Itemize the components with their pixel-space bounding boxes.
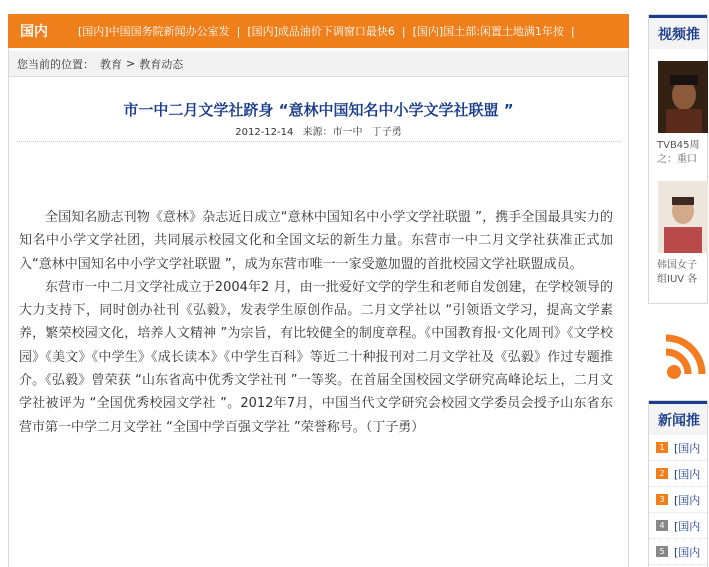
- title-divider: [17, 141, 620, 142]
- separator: |: [570, 24, 575, 38]
- rank-badge: 1: [656, 442, 668, 453]
- news-link[interactable]: [国内: [674, 441, 701, 455]
- category-label: 国内: [20, 24, 48, 40]
- top-news-link[interactable]: [国内]国土部:闲置土地满1年按: [412, 25, 564, 38]
- rss-icon-graphic: [656, 326, 708, 386]
- video-panel-title: 视频推: [649, 15, 707, 49]
- article-body: [19, 206, 613, 439]
- right-sidebar: [648, 14, 708, 567]
- video-caption[interactable]: TVB45周: [657, 140, 700, 151]
- breadcrumb-item-education-news[interactable]: 教育动态: [139, 57, 184, 71]
- rank-badge: 5: [656, 546, 668, 557]
- article-date: 2012-12-14: [235, 127, 294, 138]
- main-panel: [8, 14, 629, 567]
- news-link[interactable]: [国内: [674, 519, 701, 533]
- article-source: 来源：市一中: [302, 127, 363, 138]
- video-panel: [648, 14, 708, 304]
- article-paragraph: 东营市一中二月文学社成立于2004年2 月，由一批爱好文学的学生和老师自发创建，在学校领导的大力支持下，同时创办社刊《弘毅》，发表学生原创作品。二月文学社以 “引领语文学习，提高文学素养，繁荣校园文化，培养人文精神 ”为宗旨，有比较健全的制度章程。《中国教育报·文化周刊》《文学校园》《美文》《中学生》《成长读本》《中学生百科》等近二十种报刊对二月文学社及《弘毅》作过专题推介。《弘毅》曾荣获 “山东省高中优秀文学社刊 ”一等奖。在首届全国校园文学研究高峰论坛上，二月文学社被评为 “全国优秀校园文学社 ”。2012年7月，中国当代文学研究会校园文学委员会授予山东省东营市第一中学二月文学社 “全国中学百强文学社 ”荣誉称号。（丁子勇）: [19, 279, 613, 435]
- news-panel: [648, 400, 708, 567]
- article-paragraph: 全国知名励志刊物《意林》杂志近日成立“意林中国知名中小学文学社联盟 ”，携手全国最具实力的知名中小学文学社团，共同展示校园文化和全国文坛的新生力量。东营市一中二月文学社获准正式加入“意林中国知名中小学文学社联盟 ”，成为东营市唯一一家受邀加盟的首批校园文学社联盟成员。: [19, 210, 613, 272]
- article-title: 市一中二月文学社跻身 “意林中国知名中小学文学社联盟 ”: [123, 101, 514, 119]
- video-caption[interactable]: 之：重口: [657, 154, 697, 165]
- video-thumbnail[interactable]: [658, 61, 708, 133]
- top-news-link[interactable]: [国内]中国国务院新闻办公室发: [78, 25, 230, 38]
- top-news-list: [78, 23, 582, 39]
- news-link[interactable]: [国内: [674, 493, 701, 507]
- news-link[interactable]: [国内: [674, 545, 701, 559]
- article-author: 丁子勇: [371, 127, 402, 138]
- news-panel-title: 新闻推: [649, 401, 707, 435]
- list-item[interactable]: [649, 435, 707, 461]
- video-caption[interactable]: 组IUV 各: [657, 274, 698, 285]
- video-thumbnail[interactable]: [658, 181, 708, 253]
- article-meta: [9, 123, 628, 138]
- news-link[interactable]: [国内: [674, 467, 701, 481]
- breadcrumb: [9, 51, 628, 77]
- list-item[interactable]: [649, 461, 707, 487]
- top-news-bar: [8, 14, 629, 48]
- video-caption[interactable]: 韩国女子: [657, 260, 697, 271]
- list-item[interactable]: [649, 487, 707, 513]
- breadcrumb-item-education[interactable]: 教育: [100, 57, 122, 71]
- news-list: [649, 435, 707, 565]
- video-thumbnail-image: [658, 181, 708, 253]
- list-item[interactable]: [649, 539, 707, 565]
- video-thumbnail-image: [658, 61, 708, 133]
- separator: |: [236, 24, 241, 38]
- rank-badge: 4: [656, 520, 668, 531]
- rank-badge: 2: [656, 468, 668, 479]
- breadcrumb-separator: >: [126, 57, 136, 70]
- top-news-link[interactable]: [国内]成品油价下调窗口最快6: [247, 25, 395, 38]
- rss-icon[interactable]: [656, 326, 708, 386]
- list-item[interactable]: [649, 513, 707, 539]
- rank-badge: 3: [656, 494, 668, 505]
- separator: |: [401, 24, 406, 38]
- breadcrumb-label: 您当前的位置：: [17, 57, 94, 71]
